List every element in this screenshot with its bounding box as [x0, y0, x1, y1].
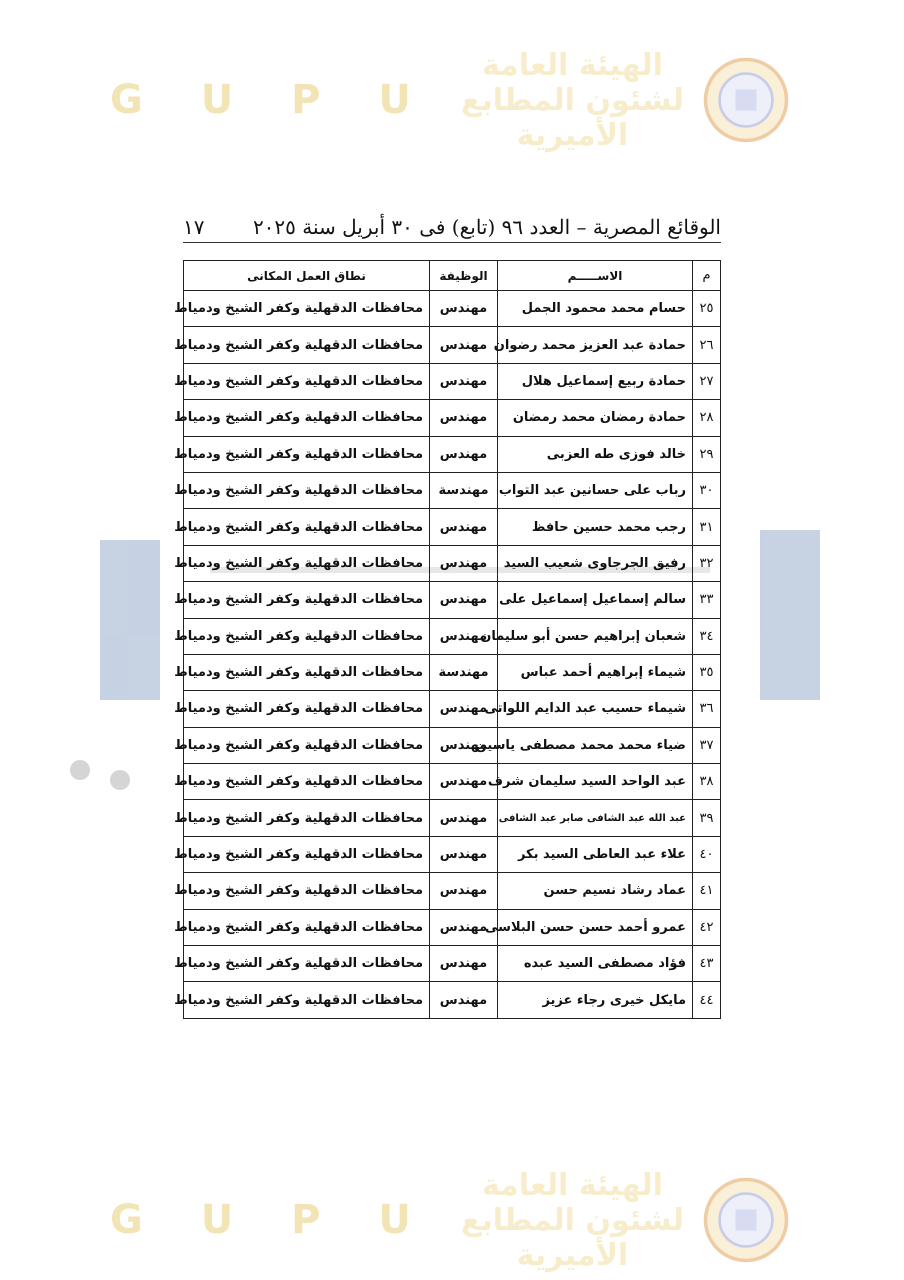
row-job: مهندس — [430, 727, 498, 763]
row-scope: محافظات الدقهلية وكفر الشيخ ودمياط — [184, 654, 430, 690]
row-job: مهندسة — [430, 472, 498, 508]
row-name: ضياء محمد محمد مصطفى ياسين — [498, 727, 693, 763]
row-name: عمرو أحمد حسن حسن البلاسى — [498, 909, 693, 945]
row-scope: محافظات الدقهلية وكفر الشيخ ودمياط — [184, 836, 430, 872]
page-header — [183, 203, 721, 239]
row-job: مهندسة — [430, 654, 498, 690]
row-job: مهندس — [430, 873, 498, 909]
row-job: مهندس — [430, 291, 498, 327]
column-header-scope: نطاق العمل المكانى — [184, 261, 430, 291]
row-job: مهندس — [430, 509, 498, 545]
row-name: حمادة رمضان محمد رمضان — [498, 400, 693, 436]
row-name: عماد رشاد نسيم حسن — [498, 873, 693, 909]
row-job: مهندس — [430, 691, 498, 727]
row-scope: محافظات الدقهلية وكفر الشيخ ودمياط — [184, 363, 430, 399]
row-name: شعبان إبراهيم حسن أبو سليمان — [498, 618, 693, 654]
table-row — [184, 363, 721, 399]
row-job: مهندس — [430, 909, 498, 945]
row-job: مهندس — [430, 545, 498, 581]
row-number: ٤١ — [693, 873, 721, 909]
row-number: ٢٨ — [693, 400, 721, 436]
row-job: مهندس — [430, 327, 498, 363]
row-number: ٢٧ — [693, 363, 721, 399]
watermark-arabic: الهيئة العامة لشئون المطابع الأميرية — [461, 47, 684, 153]
row-scope: محافظات الدقهلية وكفر الشيخ ودمياط — [184, 582, 430, 618]
table-row — [184, 982, 721, 1018]
row-job: مهندس — [430, 363, 498, 399]
table-row — [184, 909, 721, 945]
row-name: شيماء إبراهيم أحمد عباس — [498, 654, 693, 690]
row-job: مهندس — [430, 582, 498, 618]
row-name: رباب على حسانين عبد التواب — [498, 472, 693, 508]
seal-icon — [702, 1176, 790, 1264]
row-job: مهندس — [430, 836, 498, 872]
table-row — [184, 545, 721, 581]
row-number: ٤٠ — [693, 836, 721, 872]
row-name: شيماء حسيب عبد الدايم اللواتى — [498, 691, 693, 727]
table-row — [184, 873, 721, 909]
table-header-row — [184, 261, 721, 291]
table-row — [184, 691, 721, 727]
row-scope: محافظات الدقهلية وكفر الشيخ ودمياط — [184, 982, 430, 1018]
table-row — [184, 291, 721, 327]
row-name: مايكل خيرى رجاء عزيز — [498, 982, 693, 1018]
table-row — [184, 800, 721, 836]
watermark-row-bottom — [110, 1167, 790, 1273]
employees-table — [174, 260, 721, 1019]
row-scope: محافظات الدقهلية وكفر الشيخ ودمياط — [184, 909, 430, 945]
row-scope: محافظات الدقهلية وكفر الشيخ ودمياط — [184, 618, 430, 654]
row-scope: محافظات الدقهلية وكفر الشيخ ودمياط — [184, 727, 430, 763]
table-row — [184, 654, 721, 690]
row-name: حمادة عبد العزيز محمد رضوان — [498, 327, 693, 363]
row-name: خالد فوزى طه العزبى — [498, 436, 693, 472]
seal-icon — [702, 56, 790, 144]
row-number: ٣٥ — [693, 654, 721, 690]
row-number: ٤٣ — [693, 946, 721, 982]
table-row — [184, 472, 721, 508]
watermark-letters: G U P U — [110, 77, 433, 123]
row-name: فؤاد مصطفى السيد عبده — [498, 946, 693, 982]
table-row — [184, 836, 721, 872]
row-number: ٤٤ — [693, 982, 721, 1018]
row-number: ٣٣ — [693, 582, 721, 618]
row-scope: محافظات الدقهلية وكفر الشيخ ودمياط — [184, 764, 430, 800]
row-number: ٢٩ — [693, 436, 721, 472]
row-name: رجب محمد حسين حافظ — [498, 509, 693, 545]
table-row — [184, 727, 721, 763]
row-job: مهندس — [430, 982, 498, 1018]
column-header-name: الاســـــم — [498, 261, 693, 291]
row-name: سالم إسماعيل إسماعيل على — [498, 582, 693, 618]
header-title: الوقائع المصرية – العدد ٩٦ (تابع) فى ٣٠ أبريل سنة ٢٠٢٥ — [252, 215, 721, 239]
row-scope: محافظات الدقهلية وكفر الشيخ ودمياط — [184, 691, 430, 727]
row-job: مهندس — [430, 400, 498, 436]
header-divider — [183, 242, 721, 243]
row-number: ٣٠ — [693, 472, 721, 508]
table-row — [184, 436, 721, 472]
row-number: ٣٤ — [693, 618, 721, 654]
row-number: ٢٥ — [693, 291, 721, 327]
row-job: مهندس — [430, 764, 498, 800]
row-job: مهندس — [430, 800, 498, 836]
row-number: ٣٢ — [693, 545, 721, 581]
watermark-arabic: الهيئة العامة لشئون المطابع الأميرية — [461, 1167, 684, 1273]
watermark-row-top — [110, 47, 790, 153]
row-job: مهندس — [430, 618, 498, 654]
row-number: ٣٧ — [693, 727, 721, 763]
row-name: رفيق الجرجاوى شعيب السيد — [498, 545, 693, 581]
row-name: حسام محمد محمود الجمل — [498, 291, 693, 327]
row-scope: محافظات الدقهلية وكفر الشيخ ودمياط — [184, 291, 430, 327]
column-header-number: م — [693, 261, 721, 291]
row-scope: محافظات الدقهلية وكفر الشيخ ودمياط — [184, 436, 430, 472]
page-number: ١٧ — [183, 215, 205, 239]
table-row — [184, 400, 721, 436]
row-job: مهندس — [430, 946, 498, 982]
row-name: علاء عبد العاطى السيد بكر — [498, 836, 693, 872]
row-job: مهندس — [430, 436, 498, 472]
row-name: حمادة ربيع إسماعيل هلال — [498, 363, 693, 399]
row-number: ٣٩ — [693, 800, 721, 836]
row-scope: محافظات الدقهلية وكفر الشيخ ودمياط — [184, 472, 430, 508]
table-row — [184, 946, 721, 982]
table-row — [184, 327, 721, 363]
row-number: ٢٦ — [693, 327, 721, 363]
row-scope: محافظات الدقهلية وكفر الشيخ ودمياط — [184, 509, 430, 545]
table-row — [184, 764, 721, 800]
row-scope: محافظات الدقهلية وكفر الشيخ ودمياط — [184, 873, 430, 909]
row-scope: محافظات الدقهلية وكفر الشيخ ودمياط — [184, 946, 430, 982]
row-name: عبد الواحد السيد سليمان شرف — [498, 764, 693, 800]
row-scope: محافظات الدقهلية وكفر الشيخ ودمياط — [184, 327, 430, 363]
row-number: ٣١ — [693, 509, 721, 545]
column-header-job: الوظيفة — [430, 261, 498, 291]
row-name: عبد الله عبد الشافى صابر عبد الشافى — [498, 800, 693, 836]
table-row — [184, 509, 721, 545]
table-row — [184, 618, 721, 654]
row-scope: محافظات الدقهلية وكفر الشيخ ودمياط — [184, 400, 430, 436]
watermark-letters: G U P U — [110, 1197, 433, 1243]
table-body — [174, 291, 721, 1019]
table-row — [184, 582, 721, 618]
row-scope: محافظات الدقهلية وكفر الشيخ ودمياط — [184, 545, 430, 581]
row-number: ٣٦ — [693, 691, 721, 727]
row-scope: محافظات الدقهلية وكفر الشيخ ودمياط — [184, 800, 430, 836]
row-number: ٤٢ — [693, 909, 721, 945]
row-number: ٣٨ — [693, 764, 721, 800]
